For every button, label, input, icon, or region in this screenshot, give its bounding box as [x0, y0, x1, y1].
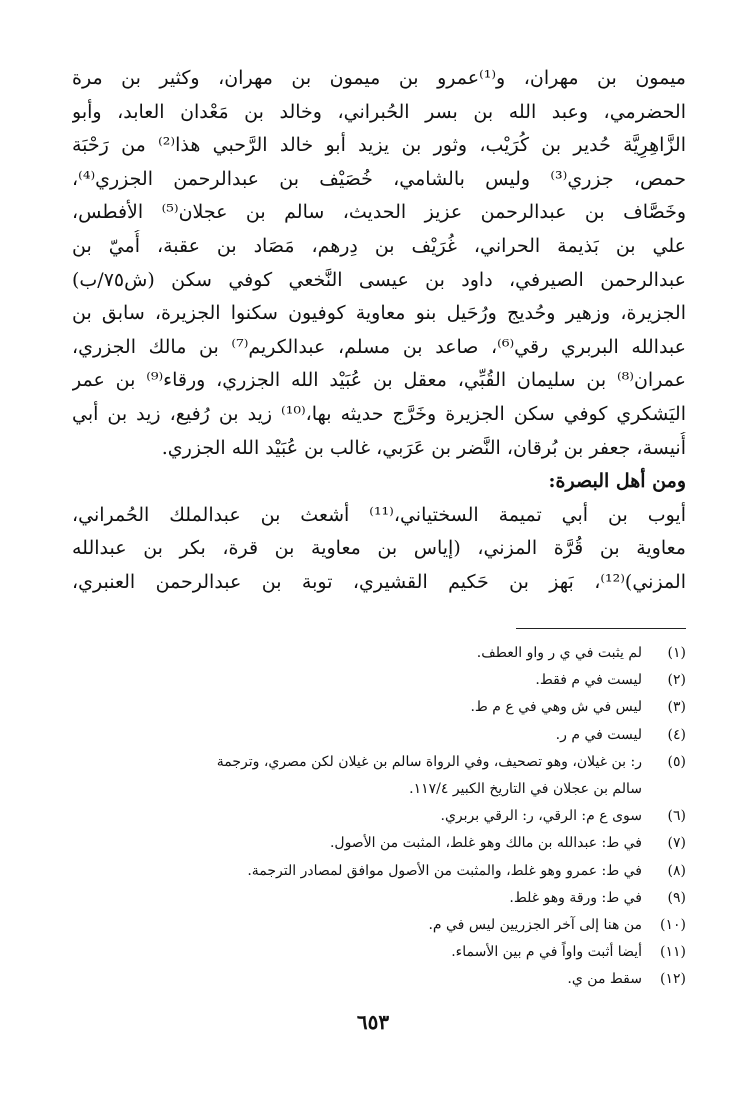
footnote: [64, 667, 686, 694]
footnote-number: (٤): [667, 726, 686, 743]
footnote-text: لم يثبت في ي ر واو العطف.: [476, 645, 642, 661]
footnote-text: في ط: ورقة وهو غلط.: [509, 889, 642, 906]
footnote-text: سوى ع م: الرقي، ر: الرقي بربري.: [440, 808, 642, 825]
footnote-text: ليست في م ر.: [555, 726, 642, 743]
body-line: ميمون بن مهران، و⁽¹⁾عمرو بن ميمون بن مهران، وكثير بن مرة: [72, 67, 686, 89]
footnote-text: سقط من ي.: [567, 971, 642, 988]
footnote: [64, 939, 686, 966]
section-heading: ومن أهل البصرة:: [548, 470, 686, 493]
basra-line: المزني)⁽¹²⁾، بَهز بن حَكيم القشيري، توبة بن عبدالرحمن العنبري،: [72, 570, 686, 593]
body-line: عمران⁽⁸⁾ بن سليمان القُبِّي، معقل بن عُبَيْد الله الجزري، ورقاء⁽⁹⁾ بن عمر: [72, 369, 686, 392]
footnote-text: أيضا أثبت واواً في م بين الأسماء.: [451, 944, 642, 961]
page-number: ٦٥٣: [356, 1010, 390, 1034]
body-line: عبدالله البربري رقي⁽⁶⁾، صاعد بن مسلم، عبدالكريم⁽⁷⁾ بن مالك الجزري،: [72, 335, 686, 358]
footnote-number: (١): [667, 645, 686, 661]
footnote-number: (٩): [667, 889, 686, 906]
basra-line: أيوب بن أبي تميمة السختياني،⁽¹¹⁾ أشعث بن عبدالملك الحُمراني،: [72, 503, 686, 526]
body-line: أُنيسة، جعفر بن بُرقان، النَّضر بن عَرَبي، غالب بن عُبَيْد الله الجزري.: [161, 436, 686, 459]
basra-line: معاوية بن قُرَّة المزني، (إياس بن معاوية بن قرة، بكر بن عبدالله: [72, 537, 686, 560]
footnote-number: (١٠): [660, 917, 686, 934]
footnote: [64, 885, 686, 912]
footnote-number: (٥): [667, 753, 686, 770]
footnote: [64, 803, 686, 830]
footnote-number: (٨): [667, 862, 686, 879]
body-line: وخَصَّاف بن عبدالرحمن عزيز الحديث، سالم بن عجلان⁽⁵⁾ الأفطس،: [72, 201, 686, 224]
footnote-number: (٧): [667, 835, 686, 852]
footnote-number: (١١): [660, 944, 686, 961]
footnote-text: ر: بن غيلان، وهو تصحيف، وفي الرواة سالم بن غيلان لكن مصري، وترجمة: [216, 753, 642, 770]
footnote-divider: [516, 628, 686, 629]
footnotes: [64, 640, 686, 994]
body-line: علي بن بَذيمة الحراني، غُرَيْف بن دِرهم، مَصَاد بن عقبة، أُميّ بن: [72, 234, 686, 257]
footnote-text-continued: سالم بن عجلان في التاريخ الكبير ١١٧/٤.: [409, 781, 642, 798]
footnote-number: (٢): [667, 672, 686, 689]
footnote-text: ليست في م فقط.: [535, 672, 642, 689]
body-line: حمص، جزري⁽³⁾ وليس بالشامي، خُصَيْف بن عبدالرحمن الجزري⁽⁴⁾،: [72, 167, 686, 190]
footnote: [64, 640, 686, 667]
footnote-text: ليس في ش وهي في ع م ط.: [470, 699, 642, 716]
footnote: [64, 830, 686, 857]
body-line: الحضرمي، وعبد الله بن بسر الحُبراني، وخالد بن مَعْدان العابد، وأبو: [72, 100, 686, 123]
footnote-text: في ط: عمرو وهو غلط، والمثبت من الأصول موافق لمصادر الترجمة.: [247, 862, 642, 879]
body-line: عبدالرحمن الصيرفي، داود بن عيسى النَّخعي كوفي سكن (ش٧٥/ب): [72, 268, 686, 291]
footnote-number: (٣): [667, 699, 686, 716]
main-text: [72, 62, 686, 600]
footnote: [64, 858, 686, 885]
footnote: [64, 694, 686, 721]
body-line: اليَشكري كوفي سكن الجزيرة وخَرَّج حديثه بها،⁽¹⁰⁾ زيد بن رُفيع، زيد بن أبي: [72, 402, 686, 425]
footnote-text-block: [64, 749, 642, 803]
footnote-number: (١٢): [660, 971, 686, 988]
footnote-number: (٦): [667, 808, 686, 825]
body-line: الجزيرة، وزهير وحُديج ورُحَيل بنو معاوية كوفيون سكنوا الجزيرة، سابق بن: [72, 302, 686, 325]
footnote-text: في ط: عبدالله بن مالك وهو غلط، المثبت من الأصول.: [329, 835, 642, 852]
footnote: [64, 966, 686, 993]
footnote: [64, 722, 686, 749]
body-line: الزَّاهِرِيَّة حُدير بن كُرَيْب، وثور بن يزيد أبو خالد الرَّحبي هذا⁽²⁾ من رَحْبَة: [72, 134, 686, 157]
footnote-text: من هنا إلى آخر الجزريين ليس في م.: [428, 917, 642, 934]
footnote: [64, 749, 686, 803]
footnote: [64, 912, 686, 939]
